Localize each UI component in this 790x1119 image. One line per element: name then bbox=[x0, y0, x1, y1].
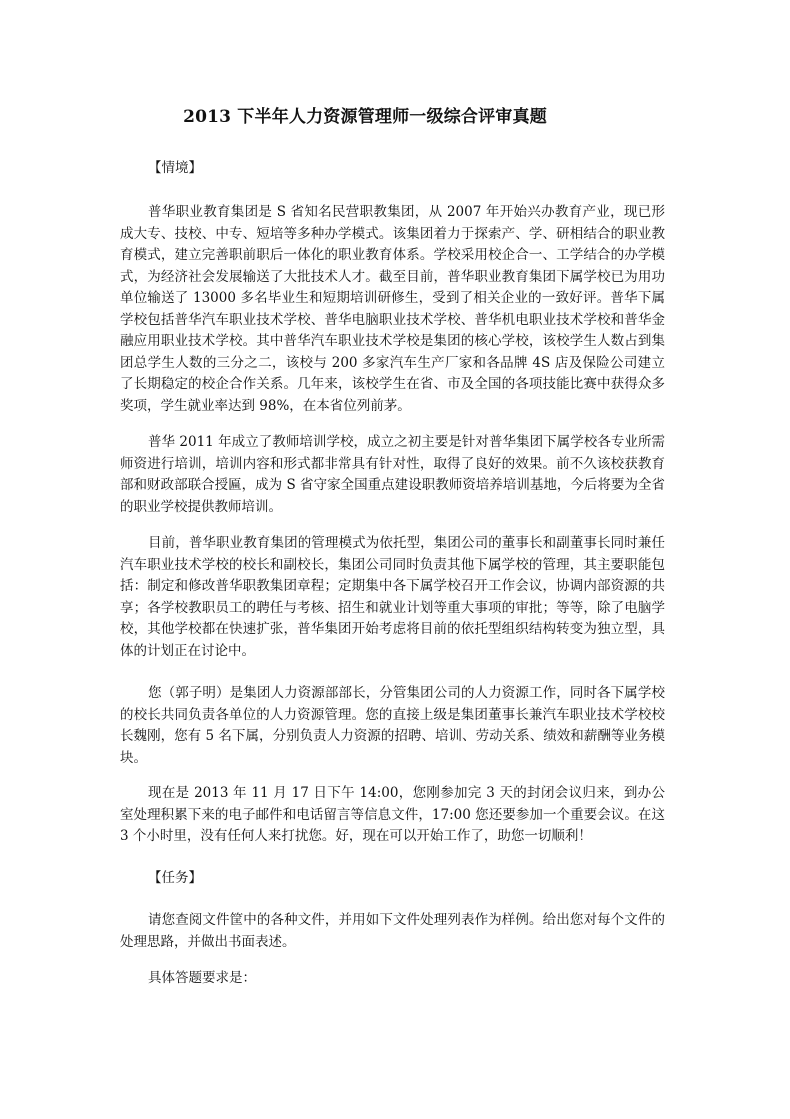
requirements-line: 具体答题要求是： bbox=[148, 970, 256, 986]
paragraph-task: 请您查阅文件筐中的各种文件，并用如下文件处理列表作为样例。给出您对每个文件的处理思路，并做出书面表述。 bbox=[120, 912, 665, 950]
paragraph-teacher-training-school: 普华 2011 年成立了教师培训学校，成立之初主要是针对普华集团下属学校各专业所需师资进行培训，培训内容和形式都非常具有针对性，取得了良好的效果。前不久该校获教育部和财政部联合授匾，成为 S 省守家全国重点建设职教师资培养培训基地，今后将要为全省的职业学校提供教师培训。 bbox=[120, 434, 665, 515]
paragraph-your-role: 您（郭子明）是集团人力资源部部长，分管集团公司的人力资源工作，同时各下属学校的校长共同负责各单位的人力资源管理。您的直接上级是集团董事长兼汽车职业技术学校校长魏刚，您有 5 名下属，分别负责人力资源的招聘、培训、劳动关系、绩效和薪酬等业务模块。 bbox=[120, 685, 665, 766]
paragraph-company-intro: 普华职业教育集团是 S 省知名民营职教集团，从 2007 年开始兴办教育产业，现已形成大专、技校、中专、短培等多种办学模式。该集团着力于探索产、学、研相结合的职业教育模式，建立完善职前职后一体化的职业教育体系。学校采用校企合一、工学结合的办学模式，为经济社会发展输送了大批技术人才。截至目前，普华职业教育集团下属学校已为用功单位输送了 13000 多名毕业生和短期培训研修生，受到了相关企业的一致好评。普华下属学校包括普华汽车职业技术学校、普华电脑职业技术学校、普华机电职业技术学校和普华金融应用职业技术学校。其中普华汽车职业技术学校是集团的核心学校，该校学生人数占到集团总学生人数的三分之二，该校与 200 多家汽车生产厂家和各品牌 4S 店及保险公司建立了长期稳定的校企合作关系。几年来，该校学生在省、市及全国的各项技能比赛中获得众多奖项，学生就业率达到 98%，在本省位列前茅。 bbox=[120, 204, 665, 414]
document-title: 2013 下半年人力资源管理师一级综合评审真题 bbox=[183, 107, 547, 127]
paragraph-management-model: 目前，普华职业教育集团的管理模式为依托型，集团公司的董事长和副董事长同时兼任汽车职业技术学校的校长和副校长，集团公司同时负责其他下属学校的管理，其主要职能包括：制定和修改普华职教集团章程；定期集中各下属学校召开工作会议，协调内部资源的共享；各学校教职员工的聘任与考核、招生和就业计划等重大事项的审批；等等，除了电脑学校，其他学校都在快速扩张，普华集团开始考虑将目前的依托型组织结构转变为独立型，具体的计划正在讨论中。 bbox=[120, 535, 665, 659]
situation-heading: 【情境】 bbox=[148, 160, 202, 176]
paragraph-current-time: 现在是 2013 年 11 月 17 日下午 14:00，您刚参加完 3 天的封闭会议归来，到办公室处理积累下来的电子邮件和电话留言等信息文件，17:00 您还要参加一个重要会议。在这 3 个小时里，没有任何人来打扰您。好，现在可以开始工作了，助您一切顺利！ bbox=[120, 785, 665, 844]
task-heading: 【任务】 bbox=[148, 870, 202, 886]
